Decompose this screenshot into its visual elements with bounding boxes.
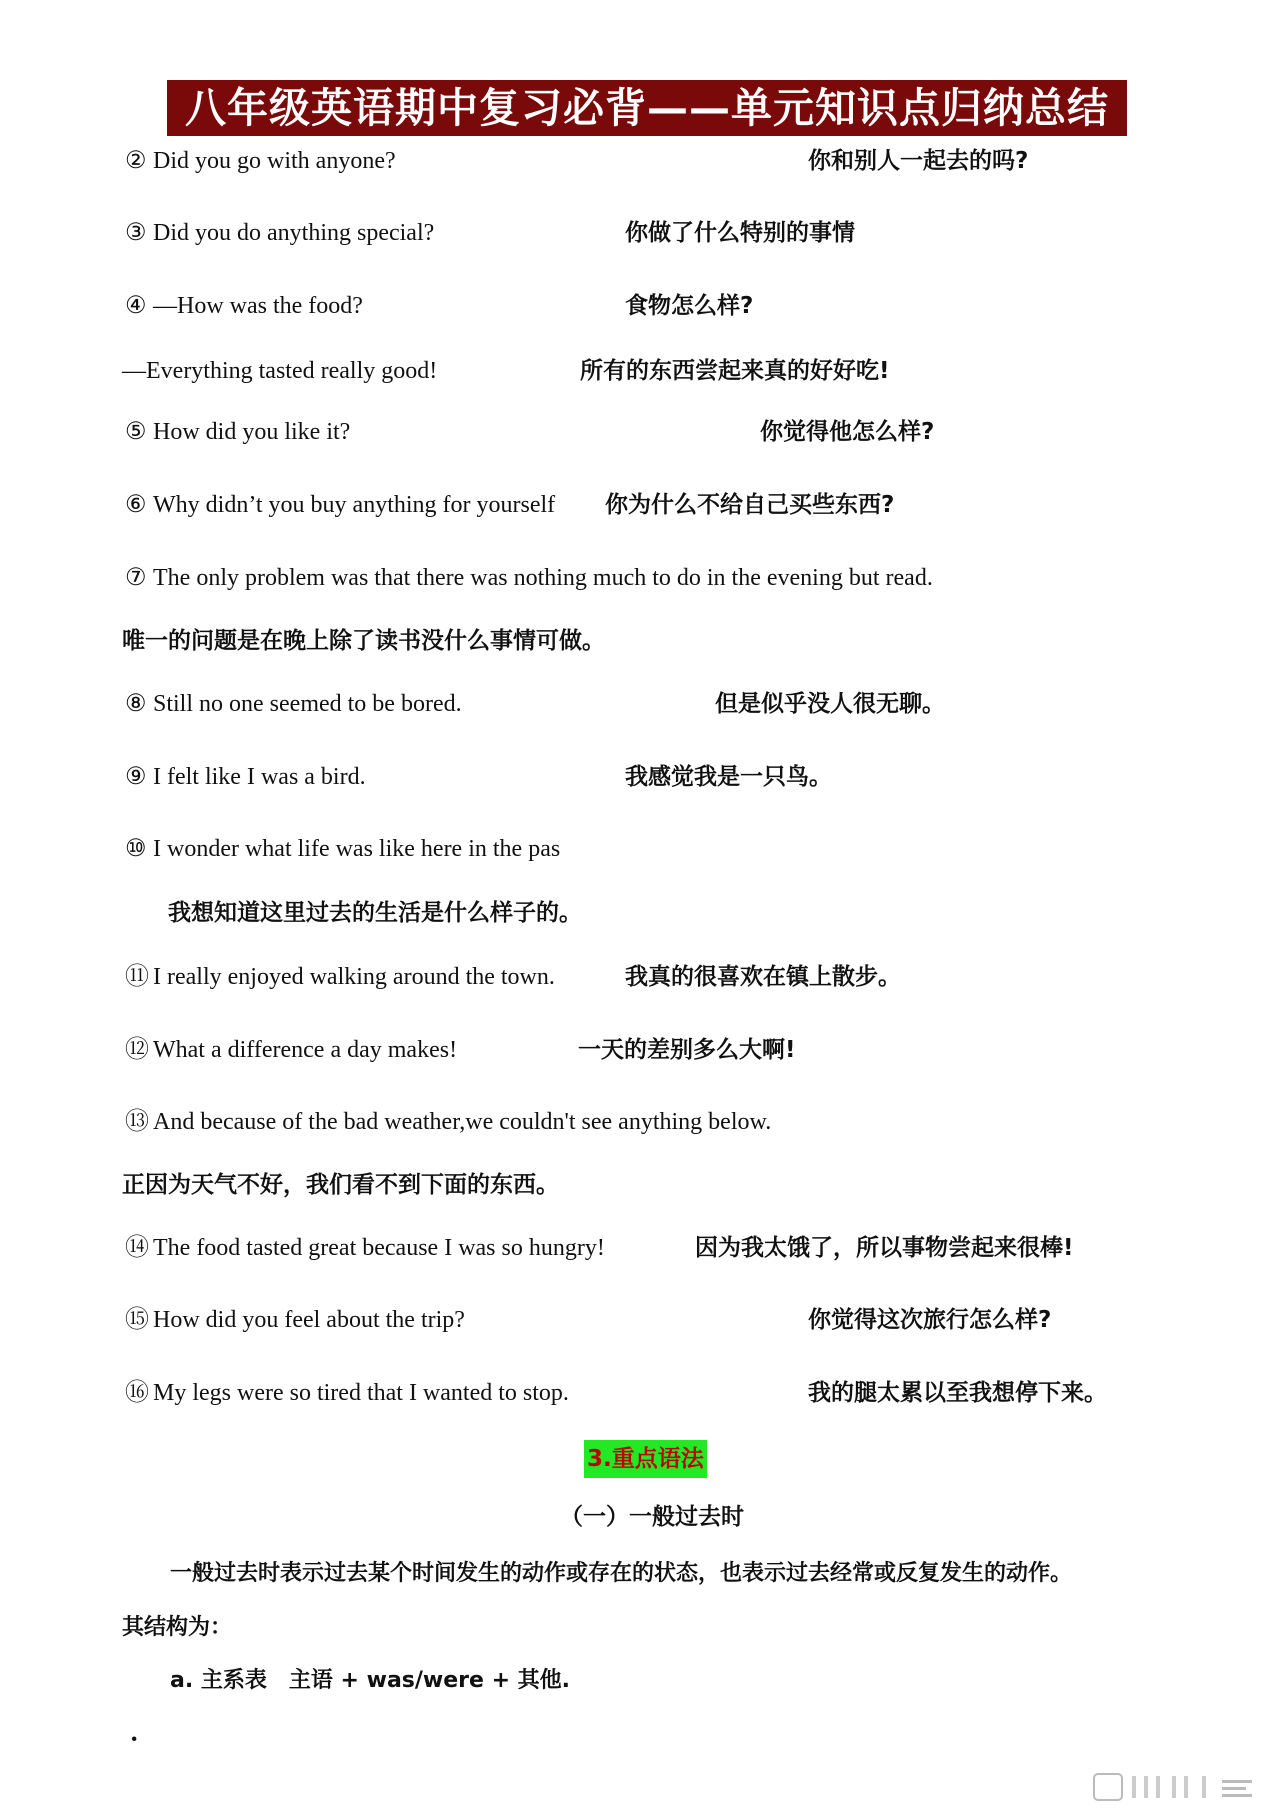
sentence-line bbox=[125, 962, 555, 992]
sentence-english: I really enjoyed walking around the town. bbox=[153, 964, 555, 990]
sentence-english: —How was the food? bbox=[153, 293, 363, 319]
sentence-line bbox=[125, 146, 396, 176]
sentence-chinese: 我的腿太累以至我想停下来。 bbox=[808, 1380, 1107, 1406]
sentence-line bbox=[125, 1305, 465, 1335]
sentence-number: ⑥ bbox=[125, 492, 147, 518]
sentence-english: Still no one seemed to be bored. bbox=[153, 691, 462, 717]
sentence-number: ⑬ bbox=[125, 1109, 149, 1135]
sentence-number: ⑩ bbox=[125, 836, 147, 862]
sentence-line bbox=[125, 417, 350, 447]
sentence-english: Why didn’t you buy anything for yourself bbox=[153, 492, 556, 518]
sentence-english: And because of the bad weather,we couldn't see anything below. bbox=[153, 1109, 772, 1135]
sentence-english: I wonder what life was like here in the pas bbox=[153, 836, 561, 862]
sentence-line bbox=[125, 1107, 771, 1137]
sentence-chinese: 你觉得这次旅行怎么样? bbox=[808, 1307, 1052, 1333]
sentence-line bbox=[125, 218, 434, 248]
sentence-number: ⑦ bbox=[125, 565, 147, 591]
subheading: （一）一般过去时 bbox=[560, 1504, 744, 1530]
sentence-number: ⑮ bbox=[125, 1307, 149, 1333]
sentence-line bbox=[122, 356, 437, 386]
sentence-line bbox=[125, 1035, 457, 1065]
sentence-chinese: 所有的东西尝起来真的好好吃! bbox=[580, 358, 890, 384]
sentence-chinese: 我真的很喜欢在镇上散步。 bbox=[625, 964, 901, 990]
page-title: 八年级英语期中复习必背——单元知识点归纳总结 bbox=[167, 80, 1127, 136]
sentence-chinese: 我想知道这里过去的生活是什么样子的。 bbox=[168, 900, 582, 926]
sentence-number: ④ bbox=[125, 293, 147, 319]
sentence-chinese: 唯一的问题是在晚上除了读书没什么事情可做。 bbox=[122, 628, 605, 654]
page-toolbar-icon bbox=[1092, 1772, 1262, 1802]
sentence-english: Did you go with anyone? bbox=[153, 148, 396, 174]
sentence-line bbox=[125, 563, 933, 593]
sentence-number: ⑫ bbox=[125, 1037, 149, 1063]
sentence-english: How did you like it? bbox=[153, 419, 351, 445]
sentence-number: ⑯ bbox=[125, 1380, 149, 1406]
sentence-chinese: 我感觉我是一只鸟。 bbox=[625, 764, 832, 790]
sentence-number: ⑧ bbox=[125, 691, 147, 717]
sentence-english: What a difference a day makes! bbox=[153, 1037, 458, 1063]
sentence-number: ② bbox=[125, 148, 147, 174]
sentence-number: ⑪ bbox=[125, 964, 149, 990]
sentence-english: I felt like I was a bird. bbox=[153, 764, 366, 790]
sentence-english: The food tasted great because I was so hungry! bbox=[153, 1235, 605, 1261]
sentence-chinese: 你觉得他怎么样? bbox=[760, 419, 935, 445]
sentence-number: ⑤ bbox=[125, 419, 147, 445]
sentence-chinese: 一天的差别多么大啊! bbox=[578, 1037, 796, 1063]
bullet-mark: · bbox=[130, 1724, 139, 1753]
sentence-line bbox=[125, 1378, 569, 1408]
sentence-chinese: 食物怎么样? bbox=[625, 293, 754, 319]
section-heading: 3.重点语法 bbox=[584, 1440, 707, 1478]
sentence-line bbox=[125, 1233, 605, 1263]
sentence-chinese: 因为我太饿了，所以事物尝起来很棒! bbox=[695, 1235, 1074, 1261]
sentence-chinese: 你做了什么特别的事情 bbox=[625, 220, 855, 246]
definition-text: 一般过去时表示过去某个时间发生的动作或存在的状态，也表示过去经常或反复发生的动作。 bbox=[170, 1561, 1073, 1586]
sentence-english: My legs were so tired that I wanted to stop. bbox=[153, 1380, 569, 1406]
sentence-chinese: 你和别人一起去的吗? bbox=[808, 148, 1029, 174]
sentence-english: How did you feel about the trip? bbox=[153, 1307, 465, 1333]
sentence-english: —Everything tasted really good! bbox=[122, 358, 438, 384]
structure-label: 其结构为： bbox=[122, 1615, 233, 1640]
sentence-number: ⑭ bbox=[125, 1235, 149, 1261]
sentence-line bbox=[125, 689, 462, 719]
structure-item-a: a. 主系表 主语 + was/were + 其他. bbox=[170, 1668, 571, 1693]
sentence-chinese: 但是似乎没人很无聊。 bbox=[715, 691, 945, 717]
sentence-line bbox=[125, 762, 366, 792]
sentence-english: Did you do anything special? bbox=[153, 220, 435, 246]
sentence-line bbox=[125, 834, 560, 864]
sentence-line bbox=[125, 490, 555, 520]
sentence-chinese: 正因为天气不好，我们看不到下面的东西。 bbox=[122, 1172, 559, 1198]
sentence-line bbox=[125, 291, 363, 321]
sentence-chinese: 你为什么不给自己买些东西? bbox=[605, 492, 895, 518]
sentence-english: The only problem was that there was nothing much to do in the evening but read. bbox=[153, 565, 933, 591]
sentence-number: ③ bbox=[125, 220, 147, 246]
sentence-number: ⑨ bbox=[125, 764, 147, 790]
